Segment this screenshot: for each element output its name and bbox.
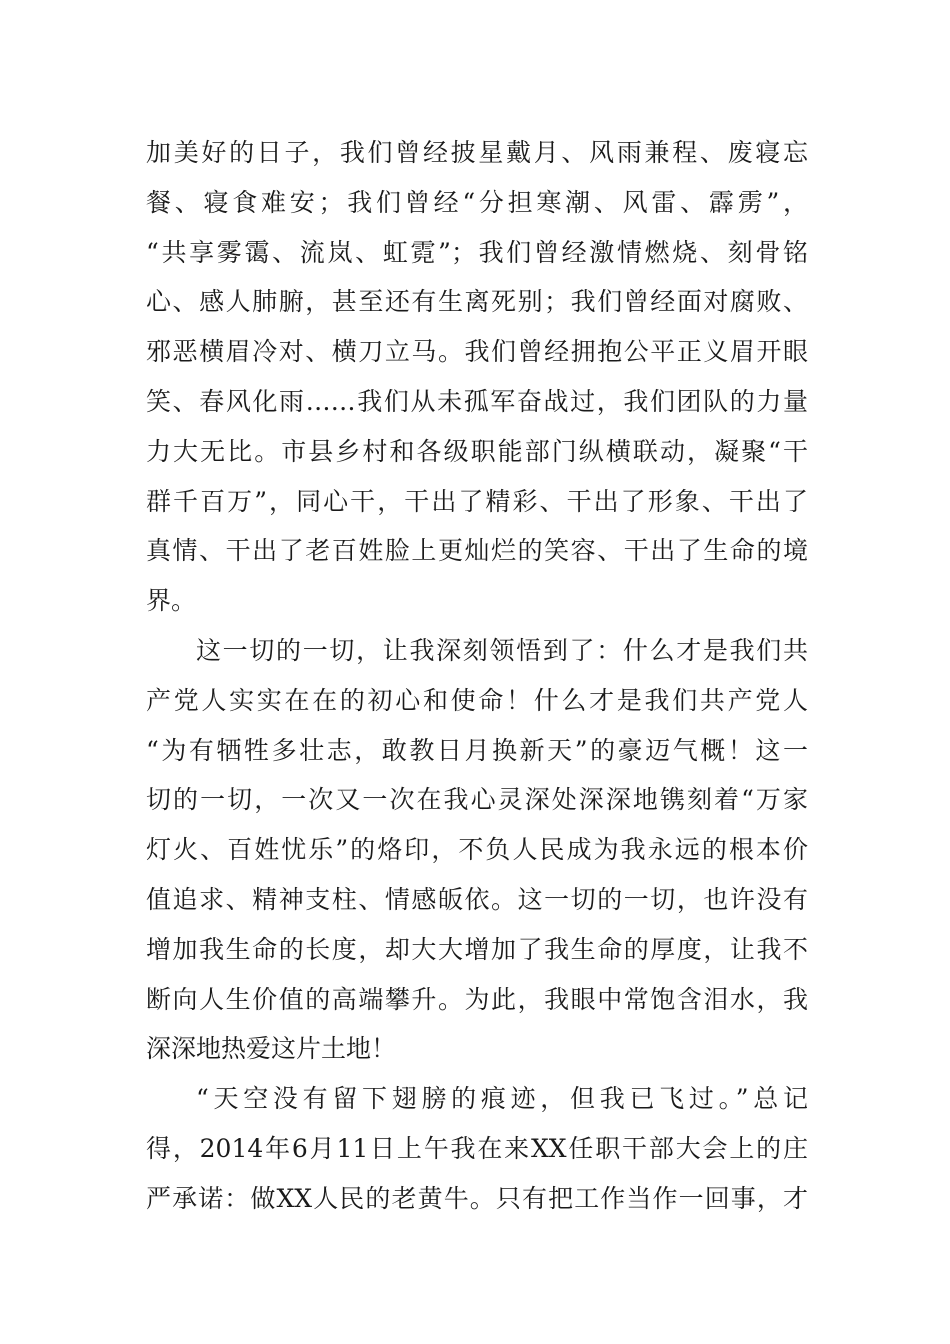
text-line: 严承诺：做XX人民的老黄牛。只有把工作当作一回事，才 — [146, 1183, 808, 1213]
text-line: 切的一切，一次又一次在我心灵深处深深地镌刻着“万家 — [146, 785, 808, 815]
text-line: 灯火、百姓忧乐”的烙印，不负人民成为我永远的根本价 — [146, 835, 808, 865]
document-body — [146, 128, 808, 1224]
text-line: “天空没有留下翅膀的痕迹，但我已飞过。”总记 — [196, 1084, 808, 1114]
text-line: 笑、春风化雨……我们从未孤军奋战过，我们团队的力量 — [146, 386, 808, 416]
text-line: 邪恶横眉冷对、横刀立马。我们曾经拥抱公平正义眉开眼 — [146, 337, 808, 367]
text-line: 增加我生命的长度，却大大增加了我生命的厚度，让我不 — [146, 934, 808, 964]
text-line: 断向人生价值的高端攀升。为此，我眼中常饱含泪水，我 — [146, 984, 808, 1014]
text-line: 心、感人肺腑，甚至还有生离死别；我们曾经面对腐败、 — [146, 287, 808, 317]
text-line: “共享雾霭、流岚、虹霓”；我们曾经激情燃烧、刻骨铭 — [146, 237, 808, 267]
text-line: 值追求、精神支柱、情感皈依。这一切的一切，也许没有 — [146, 884, 808, 914]
text-line: 真情、干出了老百姓脸上更灿烂的笑容、干出了生命的境 — [146, 536, 808, 566]
text-line: 深深地热爱这片土地！ — [146, 1034, 397, 1064]
text-line: 加美好的日子，我们曾经披星戴月、风雨兼程、废寝忘 — [146, 138, 808, 167]
text-line: 得，2014年6月11日上午我在来XX任职干部大会上的庄 — [146, 1133, 808, 1163]
text-line: 产党人实实在在的初心和使命！什么才是我们共产党人 — [146, 685, 808, 715]
paragraph-1 — [146, 128, 808, 626]
paragraph-3 — [146, 1074, 808, 1223]
text-line: 界。 — [146, 586, 197, 616]
paragraph-2 — [146, 626, 808, 1074]
text-line: “为有牺牲多壮志，敢教日月换新天”的豪迈气概！这一 — [146, 735, 808, 765]
text-line: 这一切的一切，让我深刻领悟到了：什么才是我们共 — [196, 635, 808, 665]
text-line: 餐、寝食难安；我们曾经“分担寒潮、风雷、霹雳”， — [146, 187, 808, 217]
text-line: 力大无比。市县乡村和各级职能部门纵横联动，凝聚“干 — [146, 436, 808, 466]
text-line: 群千百万”，同心干，干出了精彩、干出了形象、干出了 — [146, 486, 808, 516]
